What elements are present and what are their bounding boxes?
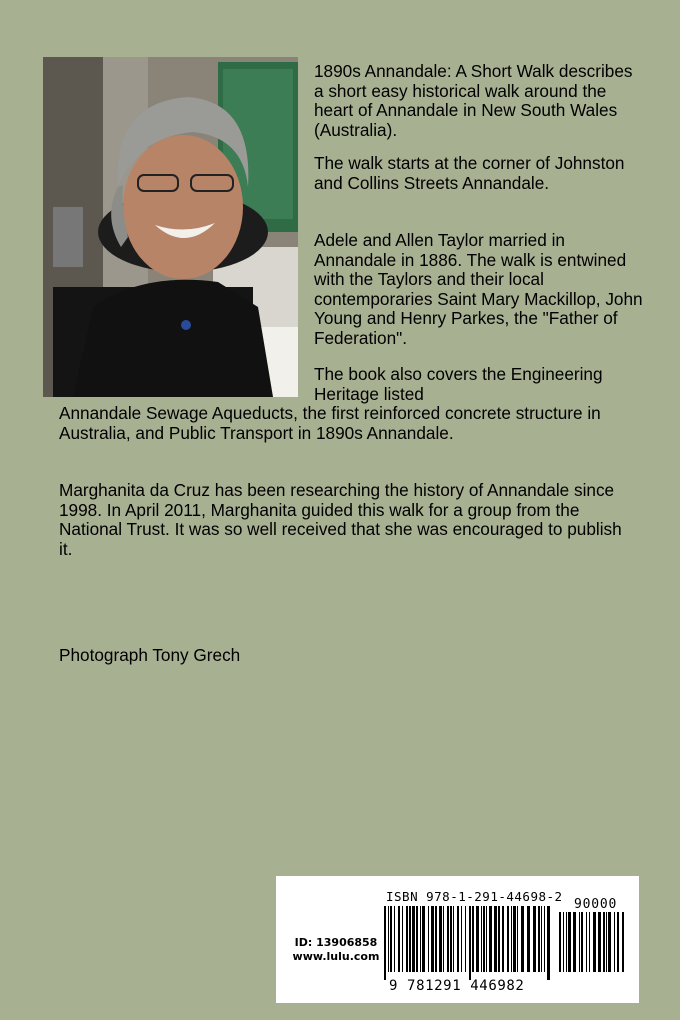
description-paragraph: 1890s Annandale: A Short Walk describes a short easy historical walk around the heart of Annandale in New South Wales (Australia). [314, 61, 633, 140]
taylors-paragraph: Adele and Allen Taylor married in Annandale in 1886. The walk is entwined with the Taylors and their local contemporaries Saint Mary Mackillop, John Young and Henry Parkes, the "Father of Federation". [314, 230, 643, 348]
author-bio-paragraph: Marghanita da Cruz has been researching the history of Annandale since 1998. In April 2011, Marghanita guided this walk for a group from the National Trust. It was so well received that she was encouraged to publish it. [59, 480, 622, 559]
lulu-info [286, 936, 386, 964]
author-photo-drawing [43, 57, 298, 397]
heritage-paragraph-continued: Annandale Sewage Aqueducts, the first reinforced concrete structure in Australia, and Public Transport in 1890s Annandale. [59, 403, 601, 443]
heritage-paragraph-start: The book also covers the Engineering Heritage listed [314, 364, 603, 404]
price-barcode [559, 912, 629, 980]
ean-barcode [384, 906, 554, 980]
author-photo [43, 57, 298, 397]
barcode-panel [276, 876, 639, 1003]
isbn-label: ISBN 978-1-291-44698-2 [386, 889, 563, 904]
price-code: 90000 [574, 897, 618, 912]
lulu-url: www.lulu.com [292, 950, 380, 963]
photo-credit: Photograph Tony Grech [59, 645, 241, 665]
walk-start-paragraph: The walk starts at the corner of Johnston and Collins Streets Annandale. [314, 153, 625, 193]
ean-digits: 9 781291 446982 [389, 978, 525, 994]
lulu-id: ID: 13906858 [294, 936, 378, 949]
